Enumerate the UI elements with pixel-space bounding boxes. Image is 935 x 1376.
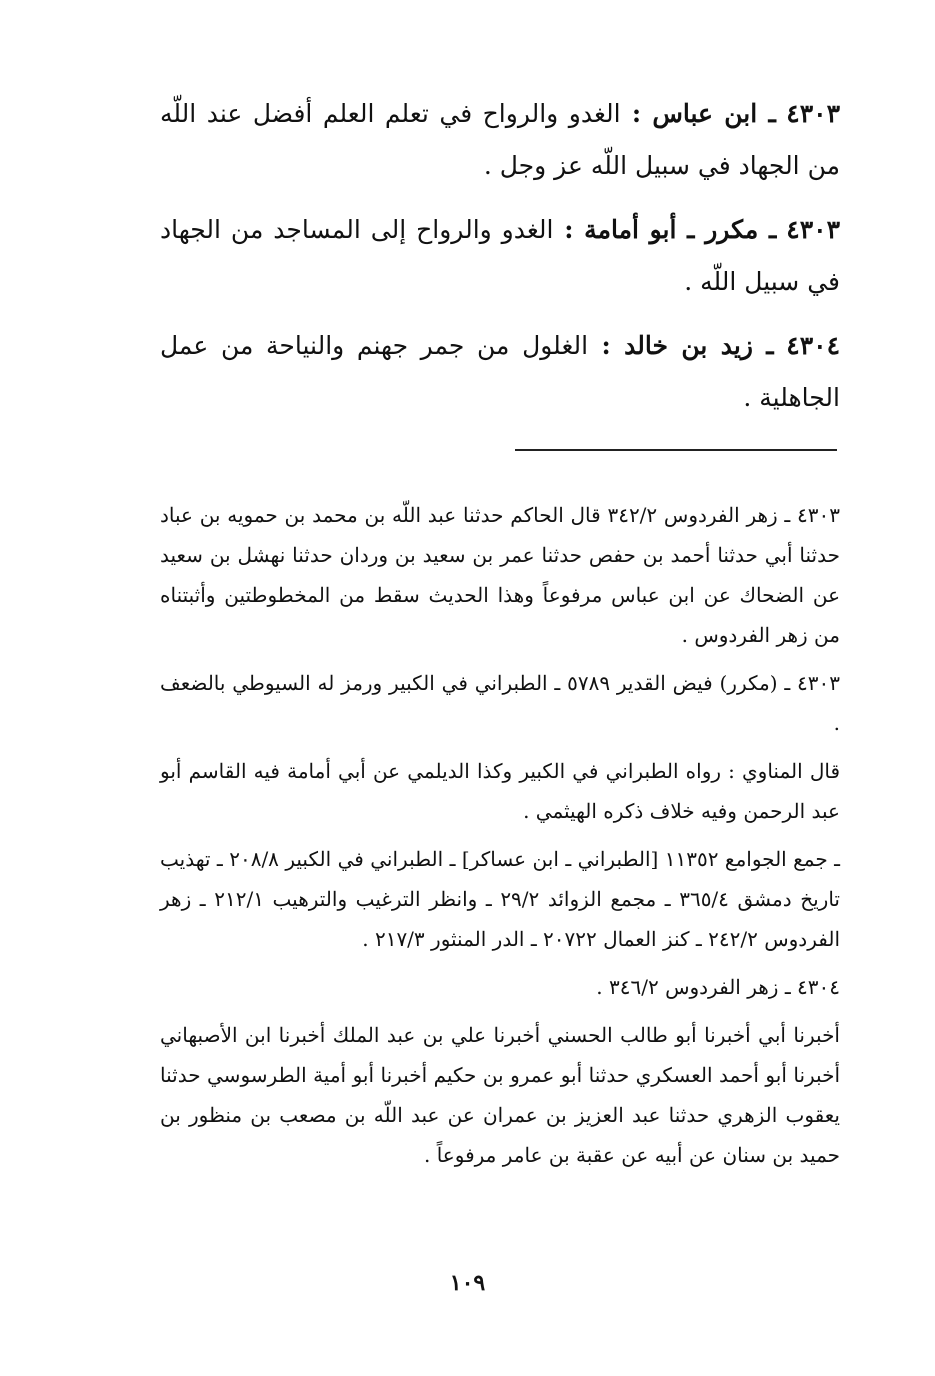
entry-number: ٤٣٠٣ (786, 215, 841, 244)
entry-number: ٤٣٠٤ (786, 331, 840, 360)
hadith-entry: ٤٣٠٤ ـ زيد بن خالد : الغلول من جمر جهنم والنياحة من عمل الجاهلية . (160, 331, 840, 412)
footnote: ٤٣٠٤ ـ زهر الفردوس ٣٤٦/٢ . (596, 975, 840, 999)
entry-narrator: زيد بن خالد (624, 331, 753, 360)
footnotes (160, 495, 840, 1183)
entry-number: ٤٣٠٣ (786, 99, 841, 128)
page-number: ١٠٩ (449, 1270, 486, 1296)
hadith-entries (160, 88, 840, 436)
entry-text: الغدو والرواح إلى المساجد من الجهاد في سبيل اللّه . (160, 215, 840, 296)
footnote: ٤٣٠٣ ـ (مكرر) فيض القدير ٥٧٨٩ ـ الطبراني في الكبير ورمز له السيوطي بالضعف . (160, 671, 840, 735)
entry-narrator: ابن عباس (652, 99, 758, 128)
hadith-entry: ٤٣٠٣ ـ ابن عباس : الغدو والرواح في تعلم العلم أفضل عند اللّه من الجهاد في سبيل اللّه عز وجل . (160, 99, 841, 180)
footnote: قال المناوي : رواه الطبراني في الكبير وكذا الديلمي عن أبي أمامة فيه القاسم أبو عبد الرحمن وفيه خلاف ذكره الهيثمي . (160, 759, 840, 823)
footnote: أخبرنا أبي أخبرنا أبو طالب الحسني أخبرنا علي بن عبد الملك أخبرنا ابن الأصبهاني أخبرنا أبو أحمد العسكري حدثنا أبو عمرو بن حكيم أخبرنا أبو أمية الطرسوسي حدثنا يعقوب الزهري حدثنا عبد العزيز بن عمران عن عبد اللّه بن مصعب بن منظور بن حميد بن سنان عن أبيه عن عقبة بن عامر مرفوعاً . (160, 1023, 840, 1167)
entry-text: الغلول من جمر جهنم والنياحة من عمل الجاهلية . (160, 331, 840, 412)
entry-narrator: مكرر ـ أبو أمامة (584, 215, 759, 244)
footnote: ـ جمع الجوامع ١١٣٥٢ [الطبراني ـ ابن عساكر] ـ الطبراني في الكبير ٢٠٨/٨ ـ تهذيب تاريخ دمشق ٣٦٥/٤ ـ مجمع الزوائد ٢٩/٢ ـ وانظر الترغيب والترهيب ٢١٢/١ ـ زهر الفردوس ٢٤٢/٢ ـ كنز العمال ٢٠٧٢٢ ـ الدر المنثور ٢١٧/٣ . (160, 847, 841, 951)
footnote-separator (515, 449, 837, 451)
entry-text: الغدو والرواح في تعلم العلم أفضل عند اللّه من الجهاد في سبيل اللّه عز وجل . (160, 99, 840, 180)
hadith-entry: ٤٣٠٣ ـ مكرر ـ أبو أمامة : الغدو والرواح إلى المساجد من الجهاد في سبيل اللّه . (160, 215, 841, 296)
footnote: ٤٣٠٣ ـ زهر الفردوس ٣٤٢/٢ قال الحاكم حدثنا عبد اللّه بن محمد بن حمويه بن عباد حدثنا أبي حدثنا أحمد بن حفص حدثنا عمر بن سعيد بن وردان حدثنا نهشل بن سعيد عن الضحاك عن ابن عباس مرفوعاً وهذا الحديث سقط من المخطوطتين وأثبتناه من زهر الفردوس . (160, 503, 840, 647)
